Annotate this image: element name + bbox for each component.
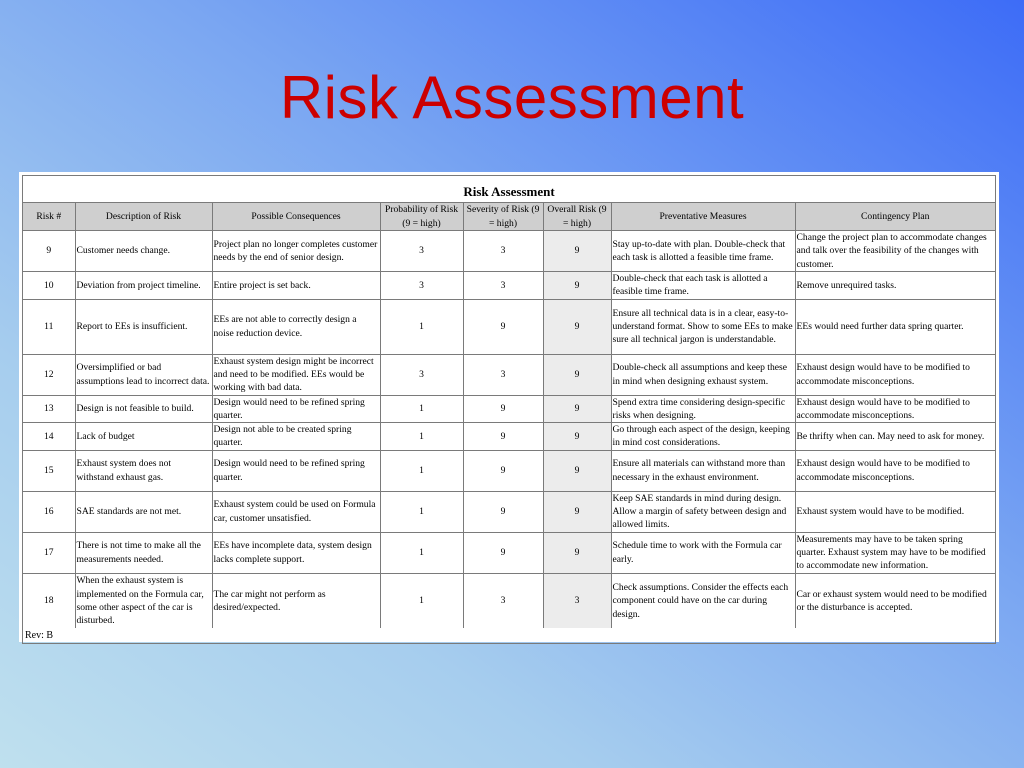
cell-preventative: Spend extra time considering design-specific risks when designing. <box>611 395 795 423</box>
header-consequences: Possible Consequences <box>212 203 380 231</box>
cell-consequences: EEs are not able to correctly design a noise reduction device. <box>212 299 380 354</box>
cell-probability: 1 <box>380 532 463 573</box>
cell-overall: 9 <box>543 532 611 573</box>
cell-probability: 1 <box>380 395 463 423</box>
cell-overall: 9 <box>543 354 611 395</box>
risk-assessment-table <box>23 203 995 628</box>
cell-consequences: Project plan no longer completes customer needs by the end of senior design. <box>212 231 380 272</box>
table-row <box>23 423 995 451</box>
cell-severity: 9 <box>463 395 543 423</box>
cell-description: There is not time to make all the measurements needed. <box>75 532 212 573</box>
cell-contingency: Remove unrequired tasks. <box>795 272 995 300</box>
cell-consequences: Design would need to be refined spring quarter. <box>212 450 380 491</box>
header-row <box>23 203 995 231</box>
cell-contingency: Change the project plan to accommodate changes and talk over the feasibility of the changes with customer. <box>795 231 995 272</box>
cell-risk-number: 9 <box>23 231 75 272</box>
risk-table-frame <box>22 175 996 644</box>
cell-risk-number: 14 <box>23 423 75 451</box>
table-title: Risk Assessment <box>23 176 995 203</box>
cell-probability: 1 <box>380 450 463 491</box>
cell-risk-number: 12 <box>23 354 75 395</box>
cell-description: Report to EEs is insufficient. <box>75 299 212 354</box>
table-body <box>23 231 995 629</box>
cell-preventative: Stay up-to-date with plan. Double-check that each task is allotted a feasible time frame. <box>611 231 795 272</box>
risk-table-image <box>19 172 999 642</box>
table-row <box>23 272 995 300</box>
cell-contingency: Exhaust system would have to be modified. <box>795 491 995 532</box>
cell-contingency: EEs would need further data spring quarter. <box>795 299 995 354</box>
cell-contingency: Measurements may have to be taken spring quarter. Exhaust system may have to be modified to accommodate new information. <box>795 532 995 573</box>
cell-risk-number: 16 <box>23 491 75 532</box>
cell-preventative: Double-check that each task is allotted a feasible time frame. <box>611 272 795 300</box>
cell-preventative: Ensure all materials can withstand more than necessary in the exhaust environment. <box>611 450 795 491</box>
cell-probability: 1 <box>380 423 463 451</box>
cell-preventative: Ensure all technical data is in a clear, easy-to-understand format. Show to some EEs to make sure all technical jargon is understandable. <box>611 299 795 354</box>
cell-consequences: Exhaust system could be used on Formula car, customer unsatisfied. <box>212 491 380 532</box>
cell-severity: 3 <box>463 573 543 628</box>
cell-contingency: Car or exhaust system would need to be modified or the disturbance is accepted. <box>795 573 995 628</box>
cell-consequences: The car might not perform as desired/expected. <box>212 573 380 628</box>
cell-severity: 9 <box>463 299 543 354</box>
slide-title: Risk Assessment <box>279 64 745 131</box>
cell-severity: 9 <box>463 450 543 491</box>
cell-description: Oversimplified or bad assumptions lead to incorrect data. <box>75 354 212 395</box>
cell-consequences: Design would need to be refined spring quarter. <box>212 395 380 423</box>
cell-overall: 9 <box>543 395 611 423</box>
header-overall: Overall Risk (9 = high) <box>543 203 611 231</box>
cell-severity: 9 <box>463 532 543 573</box>
cell-risk-number: 10 <box>23 272 75 300</box>
header-contingency: Contingency Plan <box>795 203 995 231</box>
table-row <box>23 532 995 573</box>
header-severity: Severity of Risk (9 = high) <box>463 203 543 231</box>
cell-overall: 9 <box>543 450 611 491</box>
cell-preventative: Schedule time to work with the Formula car early. <box>611 532 795 573</box>
cell-overall: 9 <box>543 491 611 532</box>
cell-risk-number: 11 <box>23 299 75 354</box>
cell-description: Exhaust system does not withstand exhaust gas. <box>75 450 212 491</box>
table-row <box>23 354 995 395</box>
cell-severity: 3 <box>463 231 543 272</box>
cell-risk-number: 15 <box>23 450 75 491</box>
cell-description: When the exhaust system is implemented on the Formula car, some other aspect of the car is disturbed. <box>75 573 212 628</box>
cell-severity: 9 <box>463 491 543 532</box>
cell-probability: 1 <box>380 573 463 628</box>
table-row <box>23 299 995 354</box>
cell-severity: 9 <box>463 423 543 451</box>
cell-description: SAE standards are not met. <box>75 491 212 532</box>
table-row <box>23 573 995 628</box>
cell-preventative: Go through each aspect of the design, keeping in mind cost considerations. <box>611 423 795 451</box>
table-row <box>23 231 995 272</box>
header-preventative: Preventative Measures <box>611 203 795 231</box>
cell-risk-number: 18 <box>23 573 75 628</box>
cell-description: Deviation from project timeline. <box>75 272 212 300</box>
cell-severity: 3 <box>463 272 543 300</box>
cell-consequences: EEs have incomplete data, system design lacks complete support. <box>212 532 380 573</box>
table-row <box>23 450 995 491</box>
cell-preventative: Double-check all assumptions and keep these in mind when designing exhaust system. <box>611 354 795 395</box>
cell-contingency: Be thrifty when can. May need to ask for money. <box>795 423 995 451</box>
header-probability: Probability of Risk (9 = high) <box>380 203 463 231</box>
cell-probability: 3 <box>380 272 463 300</box>
cell-consequences: Exhaust system design might be incorrect and need to be modified. EEs would be working with bad data. <box>212 354 380 395</box>
cell-probability: 3 <box>380 231 463 272</box>
table-row <box>23 491 995 532</box>
cell-overall: 9 <box>543 423 611 451</box>
cell-description: Design is not feasible to build. <box>75 395 212 423</box>
cell-description: Lack of budget <box>75 423 212 451</box>
cell-overall: 9 <box>543 272 611 300</box>
cell-contingency: Exhaust design would have to be modified to accommodate misconceptions. <box>795 395 995 423</box>
cell-risk-number: 13 <box>23 395 75 423</box>
table-row <box>23 395 995 423</box>
header-description: Description of Risk <box>75 203 212 231</box>
revision-label: Rev: B <box>25 630 54 642</box>
cell-contingency: Exhaust design would have to be modified to accommodate misconceptions. <box>795 450 995 491</box>
cell-overall: 3 <box>543 573 611 628</box>
cell-overall: 9 <box>543 231 611 272</box>
cell-consequences: Entire project is set back. <box>212 272 380 300</box>
cell-contingency: Exhaust design would have to be modified to accommodate misconceptions. <box>795 354 995 395</box>
cell-preventative: Check assumptions. Consider the effects each component could have on the car during design. <box>611 573 795 628</box>
header-risk-number: Risk # <box>23 203 75 231</box>
cell-overall: 9 <box>543 299 611 354</box>
cell-risk-number: 17 <box>23 532 75 573</box>
cell-probability: 1 <box>380 299 463 354</box>
cell-probability: 3 <box>380 354 463 395</box>
cell-description: Customer needs change. <box>75 231 212 272</box>
cell-preventative: Keep SAE standards in mind during design. Allow a margin of safety between design and allowed limits. <box>611 491 795 532</box>
cell-probability: 1 <box>380 491 463 532</box>
cell-consequences: Design not able to be created spring quarter. <box>212 423 380 451</box>
cell-severity: 3 <box>463 354 543 395</box>
